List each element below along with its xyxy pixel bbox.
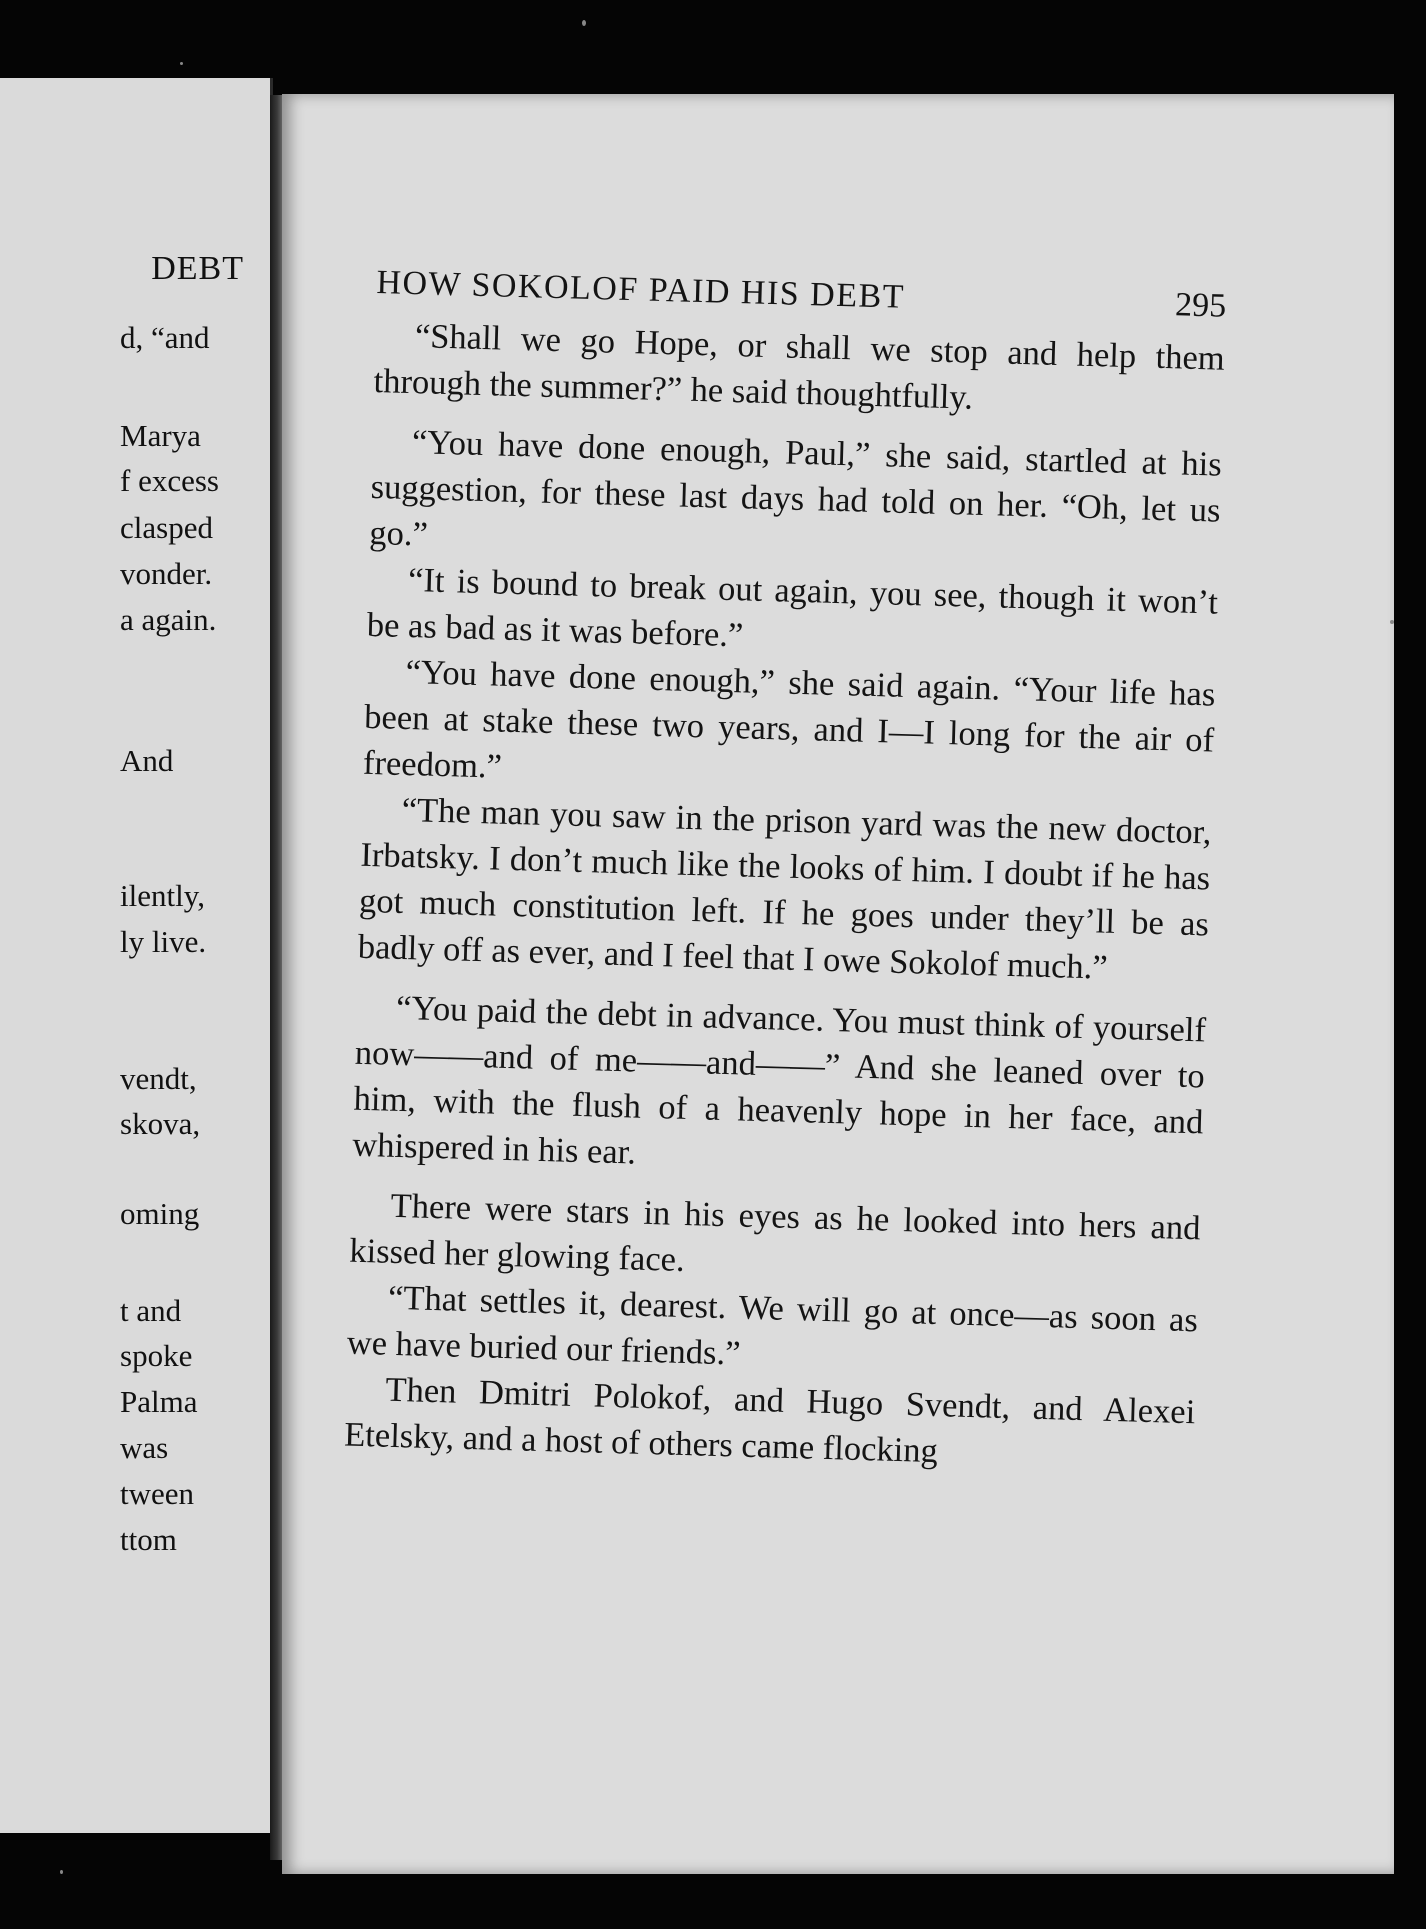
left-page-line: ttom xyxy=(120,1522,177,1557)
left-page-header: DEBT xyxy=(151,250,244,287)
paragraph: “You have done enough, Paul,” she said, startled at his suggestion, for these last days had told on her. “Oh, let us go.” xyxy=(368,423,1223,554)
left-page-line: spoke xyxy=(120,1338,193,1373)
left-page-line: f excess xyxy=(120,463,219,498)
left-page-line: tween xyxy=(120,1476,195,1511)
paragraph: “Shall we go Hope, or shall we stop and help them through the summer?” he said thoughtfully. xyxy=(373,317,1226,417)
paragraph: “The man you saw in the prison yard was the new doctor, Irbatsky. I don’t much like the looks of him. I doubt if he has got much constitution left. If he goes under they’ll be as badly off as ever, and I feel that I owe Sokolof much.” xyxy=(357,790,1212,987)
left-page-line: Marya xyxy=(120,418,201,453)
scan-speck xyxy=(582,20,586,26)
left-page-line: vendt, xyxy=(120,1061,197,1096)
right-page xyxy=(282,94,1394,1874)
paragraph: “You have done enough,” she said again. “Your life has been at stake these two years, and I—I long for the air of freedom.” xyxy=(362,652,1216,786)
paragraph: “That settles it, dearest. We will go at once—as soon as we have buried our friends.” xyxy=(346,1278,1199,1373)
paragraph: There were stars in his eyes as he looked into hers and kissed her glowing face. xyxy=(348,1186,1201,1279)
paragraph: Then Dmitri Polokof, and Hugo Svendt, and Alexei Etelsky, and a host of others came flocking xyxy=(343,1370,1196,1471)
left-page-line: d, “and xyxy=(120,320,210,355)
scan-speck xyxy=(180,62,183,65)
page-content xyxy=(344,264,1227,1481)
left-page-line: ly live. xyxy=(120,924,207,959)
left-page-line: clasped xyxy=(120,510,213,545)
left-page-line: was xyxy=(120,1430,169,1465)
left-page-line: skova, xyxy=(120,1106,201,1141)
left-page-line: oming xyxy=(120,1196,200,1231)
left-page-line: And xyxy=(120,743,174,778)
left-page-line: Palma xyxy=(120,1384,198,1419)
left-page-line: ilently, xyxy=(120,878,205,913)
left-page-line: t and xyxy=(120,1293,182,1328)
left-page-line: vonder. xyxy=(120,556,213,591)
paragraph: “It is bound to break out again, you see, though it won’t be as bad as it was before.” xyxy=(366,561,1219,655)
left-page xyxy=(0,78,273,1833)
running-title: HOW SOKOLOF PAID HIS DEBT xyxy=(375,264,906,316)
left-page-line: a again. xyxy=(120,602,217,637)
page-number: 295 xyxy=(1174,286,1227,325)
scan-speck xyxy=(60,1870,63,1874)
scan-speck xyxy=(1390,620,1394,624)
paragraph: “You paid the debt in advance. You must think of yourself now——and of me——and——” And she leaned over to him, with the flush of a heavenly hope in her face, and whispered in his ear. xyxy=(351,988,1207,1172)
